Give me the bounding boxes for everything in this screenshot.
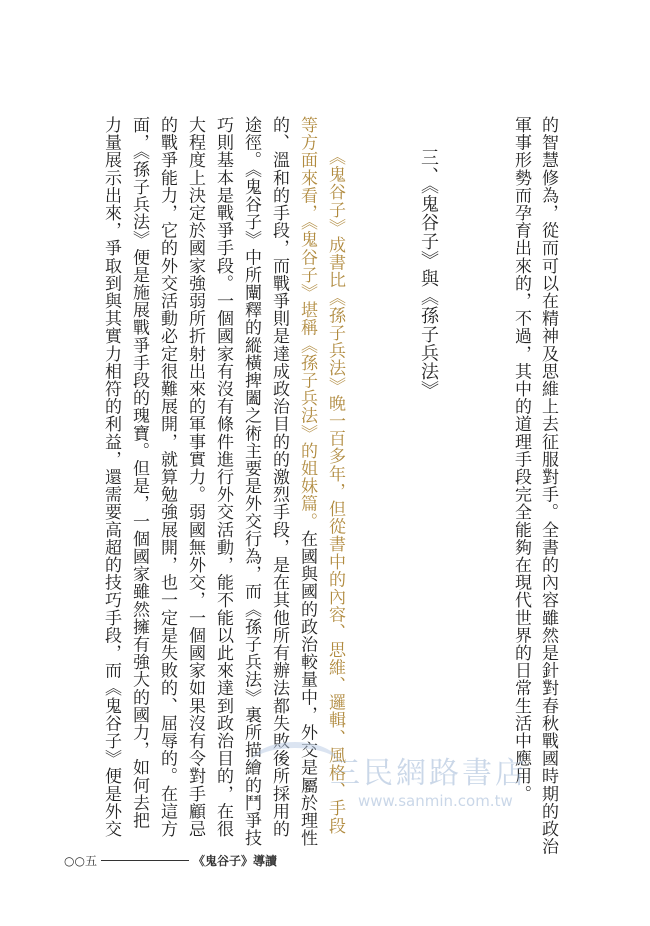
body-text: 的、溫和的手段，而戰爭則是達成政治目的的激烈手段，是在其他所有辦法都失敗後所採用的 [269,116,289,838]
body-text: 途徑。《鬼谷子》中所闡釋的縱橫捭闔之術主要是外交行為，而《孫子兵法》裏所描繪的鬥爭技 [241,116,261,847]
body-text: 軍事形勢而孕育出來的，不過，其中的道理手段完全能夠在現代世界的日常生活中應用。 [511,116,531,803]
watermark-name: 三民網路書店 [330,756,528,791]
text-column [157,116,177,838]
section-heading [418,148,438,399]
text-column [185,116,205,838]
body-text: 大程度上決定於國家強弱所折射出來的軍事實力。弱國無外交，一個國家如果沒有令對手顧忌 [185,116,205,838]
body-text: 面，《孫子兵法》便是施展戰爭手段的瑰寶。但是，一個國家雖然擁有強大的國力，如何去把 [129,116,149,830]
page-footer [64,852,277,869]
body-text: 三、《鬼谷子》與《孫子兵法》 [418,148,439,400]
highlighted-text: 《鬼谷子》成書比《孫子兵法》晚一百多年，但從書中的內容、思維、邏輯、風格、手段 [325,148,345,835]
page-number: ○○五 [64,854,97,868]
text-column [241,116,261,847]
watermark [330,748,528,810]
body-text: 的智慧修為，從而可以在精神及思維上去征服對手。全書的內容雖然是針對春秋戰國時期的政治 [538,116,558,856]
text-column [129,116,149,829]
body-text: 力量展示出來，爭取到與其實力相符的利益，還需要高超的技巧手段，而《鬼谷子》便是外交 [101,116,121,838]
watermark-url: www.sanmin.com.tw [358,792,513,810]
text-column [325,148,345,834]
highlighted-text: 等方面來看，《鬼谷子》堪稱《孫子兵法》的姐妹篇。 [297,116,317,530]
text-column [511,116,531,802]
text-column [213,116,233,838]
watermark-logo-icon [250,742,340,788]
text-column [101,116,121,838]
text-column [269,116,289,838]
text-column [297,116,317,847]
body-text: 在國與國的政治較量中，外交是屬於理性 [297,529,317,847]
footer-rule [101,860,189,861]
text-column [538,116,558,855]
body-text: 巧則基本是戰爭手段。一個國家有沒有條件進行外交活動，能不能以此來達到政治目的，在很 [213,116,233,838]
running-title: 《鬼谷子》導讀 [192,854,277,868]
body-text: 的戰爭能力，它的外交活動必定很難展開，就算勉強展開，也一定是失敗的、屈辱的。在這方 [157,116,177,838]
